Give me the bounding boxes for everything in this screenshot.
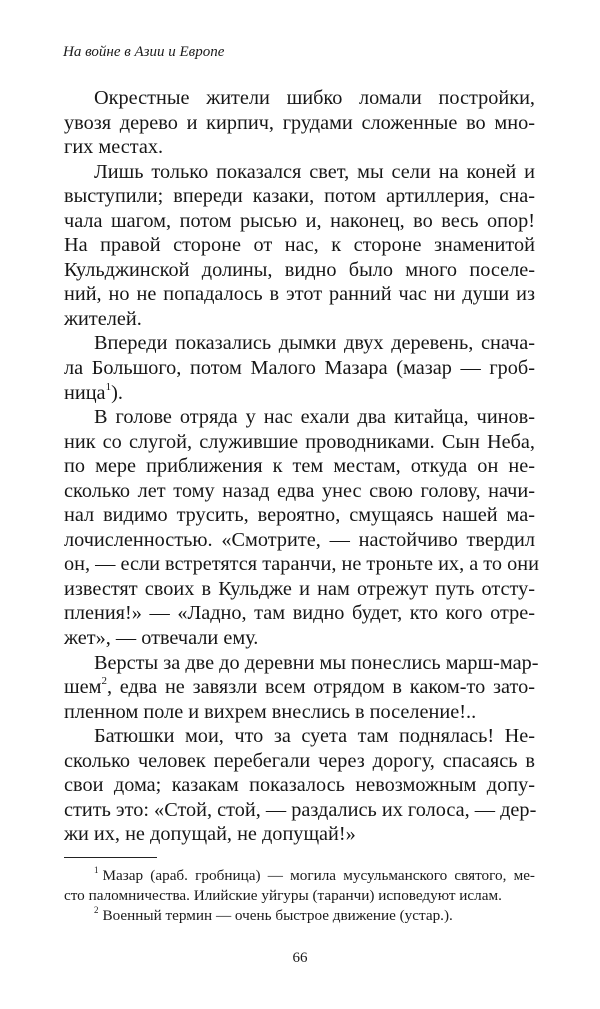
text-line: известят своих в Кульдже и нам отрежут путь отсту-: [64, 577, 535, 600]
text-line: жет», — отвечали ему.: [64, 627, 259, 650]
text-line: Впереди показались дымки двух деревень, снача-: [94, 332, 535, 355]
footnote-text: Мазар (араб. гробница) — могила мусульманского святого, ме-: [102, 867, 535, 884]
text-line: стить это: «Стой, стой, — раздались их голоса, — дер-: [64, 798, 537, 821]
body-text: [64, 86, 539, 847]
footnote-1: [64, 866, 535, 886]
text-fragment: ница: [64, 381, 106, 404]
text-line: Окрестные жители шибко ломали постройки,: [94, 87, 535, 109]
running-header: На войне в Азии и Европе: [63, 44, 225, 60]
footnote-marker: 2: [94, 904, 99, 915]
text-fragment: ).: [111, 381, 123, 404]
text-line: свои дома; казакам показалось невозможным допу-: [64, 774, 535, 797]
text-line: сколько лет тому назад едва унес свою голову, начи-: [64, 479, 535, 502]
text-line: [64, 675, 535, 700]
text-line: ний, но не попадалось в этот ранний час ни души из: [64, 283, 535, 306]
footnote-ref-1[interactable]: 1: [105, 380, 112, 393]
text-line: гих местах.: [64, 136, 164, 159]
text-line: жителей.: [64, 307, 142, 330]
footnote-2: [64, 906, 535, 926]
text-line: чала шагом, потом рысью и, наконец, во весь опор!: [64, 209, 535, 232]
footnote-text: Военный термин — очень быстрое движение (устар.).: [102, 907, 453, 924]
footnote-marker: 1: [94, 864, 99, 875]
text-line: Версты за две до деревни мы понеслись марш-мар-: [94, 651, 539, 674]
text-line: по мере приближения к тем местам, откуда он не-: [64, 455, 535, 478]
text-line: ла Большого, потом Малого Мазара (мазар — гроб-: [64, 357, 535, 380]
text-line: жи их, не допущай, не допущай!»: [64, 823, 356, 846]
text-line: пленном поле и вихрем внеслись в поселение!..: [64, 700, 477, 723]
text-line: ник со слугой, служившие проводниками. Сын Неба,: [64, 430, 535, 453]
footnotes: [64, 866, 535, 926]
text-fragment: , едва не завязли всем отрядом в каком-то зато-: [106, 676, 535, 699]
text-fragment: шем: [64, 676, 102, 699]
text-line: сколько человек перебегали через дорогу, спасаясь в: [64, 749, 535, 772]
text-line: На правой стороне от нас, к стороне знаменитой: [64, 234, 535, 257]
footnote-ref-2[interactable]: 2: [101, 675, 107, 688]
text-line: лочисленностью. «Смотрите, — настойчиво твердил: [64, 528, 535, 551]
page-number: 66: [292, 950, 308, 966]
text-line: выступили; впереди казаки, потом артиллерия, сна-: [64, 185, 535, 208]
text-line: пления!» — «Ладно, там видно будет, кто кого отре-: [64, 602, 535, 625]
text-line: нал видимо трусить, вероятно, смущаясь нашей ма-: [64, 504, 535, 527]
text-line: Батюшки мои, что за суета там поднялась! Не-: [94, 725, 535, 748]
text-line: В голове отряда у нас ехали два китайца, чинов-: [94, 406, 535, 429]
text-line: он, — если встретятся таранчи, не троньте их, а то они: [64, 553, 539, 576]
text-line: увозя дерево и кирпич, грудами сложенные во мно-: [64, 111, 535, 134]
text-line: Лишь только показался свет, мы сели на коней и: [94, 160, 535, 183]
footnote-1-continued: сто паломничества. Илийские уйгуры (таранчи) исповедуют ислам.: [64, 887, 502, 904]
footnote-divider: [64, 857, 157, 858]
text-line: Кульджинской долины, видно было много поселе-: [64, 258, 535, 281]
text-line: [64, 381, 535, 406]
